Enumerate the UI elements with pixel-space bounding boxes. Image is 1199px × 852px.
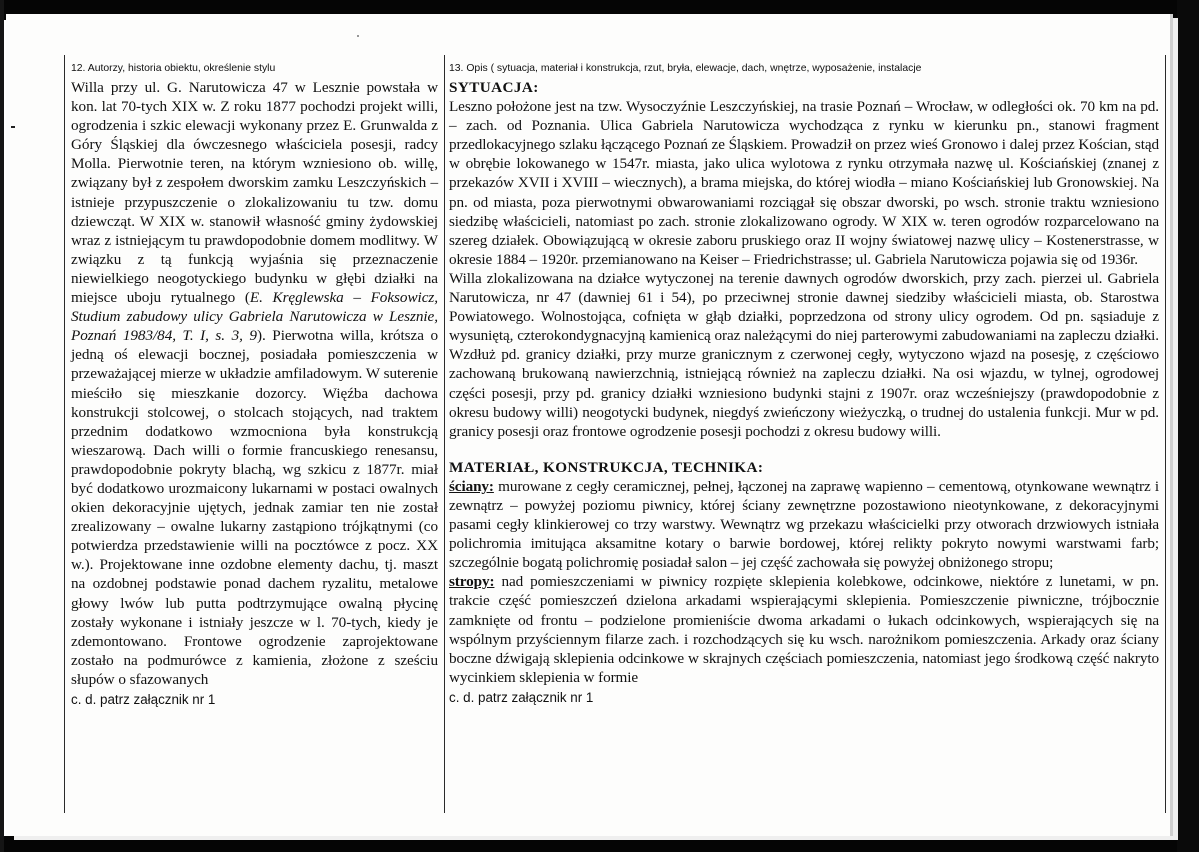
scan-border-left xyxy=(0,0,4,852)
margin-mark xyxy=(11,126,15,128)
scan-border-right xyxy=(1177,0,1199,852)
literature-citation: E. Kręglewska – Foksowicz, Studium zabudowy ulicy Gabriela Narutowicza w Lesznie, Poznań 1983/84, T. I, s. 3, 9 xyxy=(71,289,438,345)
section-header-description: 13. Opis ( sytuacja, materiał i konstrukcja, rzut, bryła, elewacje, dach, wnętrze, wyposażenie, instalacje xyxy=(449,63,922,74)
form-border-right xyxy=(1165,55,1166,813)
situation-paragraph-2: Willa zlokalizowana na działce wytyczonej na terenie dawnych ogrodów dworskich, przy zach. pierzei ul. Gabriela Narutowicza, nr 47 (dawniej 61 i 54), po przeciwnej stronie dawnej siedziby właścicieli miasta, ob. Starostwa Powiatowego. Wolnostojąca, cofnięta w głąb działki, poprzedzona od strony ulicy ogrodem. Od pn. sąsiaduje z wysuniętą, czterokondygnacyjną kamienicą oraz należącymi do niej parterowymi zabudowaniami na zapleczu działki. Wzdłuż pd. granicy działki, przy murze granicznym z czerwonej cegły, wytyczono wjazd na posesję, z częściowo zachowaną brukowaną nawierzchnią, istniejącą również na zapleczu działki. Na osi wjazdu, w tylnej, ogrodowej części posesji, przy pd. granicy działki wzniesiono budynki stajni z 1907r. oraz wcześniejszy (prawdopodobnie z okresu budowy willi) neogotycki budynek, niegdyś zwieńczony wieżyczką, o trudnej do ustalenia funkcji. Mur w pd. granicy posesji oraz frontowe ogrodzenie posesji pochodzi z okresu budowy willi. xyxy=(449,269,1159,440)
ceilings-text: nad pomieszczeniami w piwnicy rozpięte sklepienia kolebkowe, odcinkowe, niektóre z lunetami, w pn. trakcie część pomieszczeń dzielona arkadami wspierającymi sklepienia. Pomieszczenie piwniczne, trójbocznie zamknięte od frontu – podzielone promieniście dwoma arkadami o łukach odcinkowych, wspierających się na wspólnym przyściennym filarze zach. i rozchodzących się ku wsch. narożnikom pomieszczenia. Arkady oraz ściany boczne dźwigają sklepienia odcinkowe w skrajnych częściach pomieszczenia, natomiast jego środkową część nakryto wycinkiem sklepienia w formie xyxy=(449,573,1159,686)
form-border-left xyxy=(64,55,65,813)
scan-speck xyxy=(357,35,359,37)
walls-paragraph xyxy=(449,477,1159,572)
walls-text: murowane z cegły ceramicznej, pełnej, łączonej na zaprawę wapienno – cementową, otynkowane wewnątrz i zewnątrz – powyżej poziomu piwnicy, której ściany zewnętrzne pozostawiono nieotynkowane, z dekoracyjnymi pasami cegły klinkierowej co trzy warstwy. Wewnątrz wg przekazu właścicielki przy otworach drzwiowych istniała polichromia imitująca aksamitne kotary o barwie bordowej, której relikty pokryto nowymi warstwami farb; szczególnie bogatą polichromię posiadał salon – jej część zachowała się powyżej obniżonego stropu; xyxy=(449,477,1159,572)
history-text-part-2: ). Pierwotna willa, krótsza o jedną oś elewacji bocznej, posiadała pomieszczenia w przeważającej mierze w układzie amfiladowym. W suterenie mieściło się mieszkanie dozorcy. Więźba dachowa konstrukcji stolcowej, o stolcach stojących, nad traktem przednim dodatkowo wzmocniona była konstrukcją wieszarową. Dach willi o formie francuskiego renesansu, prawdopodobnie pokryty blachą, wg szkicu z 1877r. miał być dodatkowo urozmaicony lukarnami w postaci owalnych okien dekoracyjnie ujętych, jednak zamiar ten nie został zrealizowany – owalne lukarny zastąpiono trójkątnymi (co potwierdza przedstawienie willi na pocztówce z pocz. XX w.). Projektowane inne ozdobne elementy dachu, tj. maszt na ozdobnej podstawie ponad dachem ryzalitu, metalowe głowy lwów lub putta podtrzymujące owalną płycinę zostały wykonane i istniały jeszcze w l. 70-tych, kiedy je zdemontowano. Frontowe ogrodzenie zaprojektowane zostało na podmurówce z kamienia, złożone z sześciu słupów o sfazowanych xyxy=(71,327,438,688)
ceilings-paragraph xyxy=(449,572,1159,687)
history-text xyxy=(71,78,438,689)
history-text-part-1: Willa przy ul. G. Narutowicza 47 w Lesznie powstała w kon. lat 70-tych XIX w. Z roku 1877 pochodzi projekt willi, ogrodzenia i szkic elewacji wykonany przez E. Grunwalda z Góry Śląskiej dla ówczesnego właściciela posesji, radcy Molla. Pierwotnie teren, na którym wzniesiono ob. willę, związany był z zespołem dworskim zamku Leszczyńskich – istnieje przypuszczenie o zlokalizowaniu tu tzw. domu dziewcząt. W XIX w. stanowił własność gminy żydowskiej wraz z istniejącym tu prawdopodobnie domem modlitwy. W związku z tą funkcją wyjaśnia się przeznaczenie niewielkiego neogotyckiego budynku w głębi działki na miejsce uboju rytualnego ( xyxy=(71,79,438,307)
form-column-divider xyxy=(444,55,445,813)
continuation-note-left: c. d. patrz załącznik nr 1 xyxy=(71,692,216,707)
history-column xyxy=(71,62,438,709)
section-header-history: 12. Autorzy, historia obiektu, określenie stylu xyxy=(71,63,276,74)
description-column xyxy=(449,62,1159,707)
situation-heading: SYTUACJA: xyxy=(449,79,539,96)
walls-term: ściany: xyxy=(449,477,494,495)
material-heading: MATERIAŁ, KONSTRUKCJA, TECHNIKA: xyxy=(449,458,764,476)
continuation-note-right: c. d. patrz załącznik nr 1 xyxy=(449,689,594,705)
situation-paragraph-1: Leszno położone jest na tzw. Wysoczyźnie Leszczyńskiej, na trasie Poznań – Wrocław, w odległości ok. 70 km na pd. – zach. od Poznania. Ulica Gabriela Narutowicza wychodząca z rynku w kierunku pn., stanowi fragment przedlokacyjnego szlaku łączącego Poznań ze Śląskiem. Prowadził on przez wieś Gronowo i dalej przez Kościan, stąd w obrębie lokowanego w 1547r. miasta, jako ulica wylotowa z rynku otrzymała nazwę ul. Kościańskiej (znanej z przekazów XVII i XVIII – wiecznych), a brama miejska, do której wiodła – miano Kościańskiej lub Gronowskiej. Na pn. od miasta, poza pierwotnymi obwarowaniami rozciągał się obszar dworski, po wsch. stronie traktu wzniesiono siedzibę właścicieli, natomiast po zach. stronie zlokalizowano ogrody. W XIX w. teren ogrodów rozparcelowano na szereg działek. Obowiązującą w okresie zaboru pruskiego oraz II wojny światowej nazwę ulicy – Kostenerstrasse, w okresie 1884 – 1920r. przemianowano na Keiser – Friedrichstrasse; ul. Gabriela Narutowicza pojawia się od 1936r. xyxy=(449,98,1159,268)
scan-border-bottom xyxy=(0,836,1199,852)
ceilings-term: stropy: xyxy=(449,573,495,591)
